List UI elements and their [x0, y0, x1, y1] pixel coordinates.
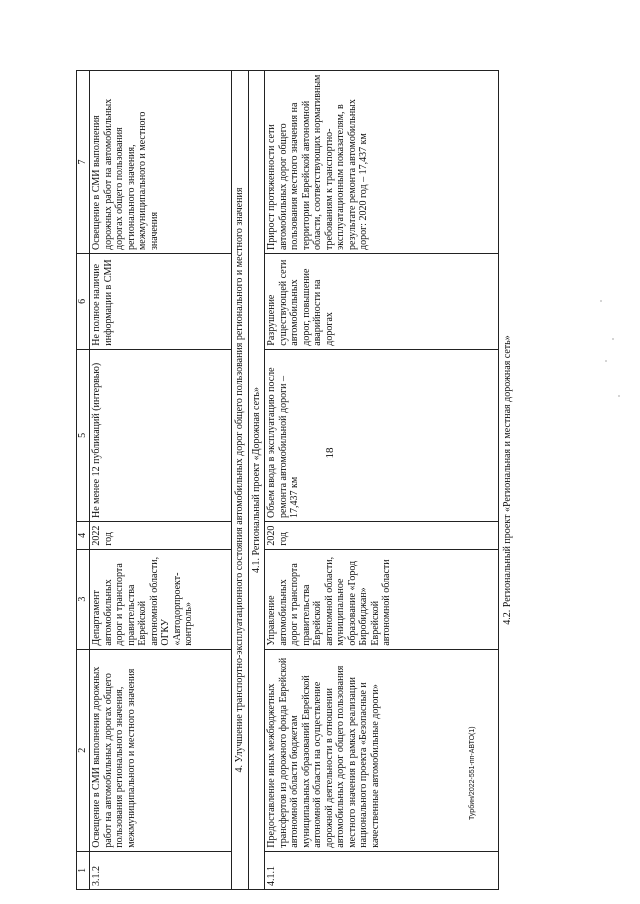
row-id: 4.1.1 — [265, 851, 499, 889]
section-row — [232, 71, 249, 890]
scan-speck — [600, 300, 602, 302]
indicator-cell: Объем ввода в эксплуатацию после ремонта автомобильной дороги – 17,437 км — [265, 349, 499, 521]
column-number: 5 — [77, 349, 90, 521]
year-cell: 2022 год — [90, 522, 232, 550]
column-number-row — [77, 71, 90, 890]
document-footer-code: Турбин/2022-551-пп-АВТО(1) — [469, 726, 476, 820]
scan-speck — [618, 395, 620, 397]
activities-table — [76, 70, 499, 890]
consequence-cell: Разрушение существующей сети автомобильных дорог, повышение аварийности на дорогах — [265, 254, 499, 350]
scan-speck — [612, 338, 614, 340]
executor-cell: Департамент автомобильных дорог и транспорта правительства Еврейской автономной области, ОГКУ «Автодорпроект-контроль» — [90, 549, 232, 649]
table-row — [265, 71, 499, 890]
subsection-heading: 4.2. Региональный проект «Региональная и местная дорожная сеть» — [502, 335, 513, 625]
column-number: 3 — [77, 549, 90, 649]
section-heading: 4. Улучшение транспортно-эксплуатационного состояния автомобильных дорог общего пользования регионального и местного значения — [232, 71, 249, 890]
table-row — [90, 71, 232, 890]
subsection-heading: 4.1. Региональный проект «Дорожная сеть» — [248, 71, 265, 890]
row-id: 3.1.2 — [90, 851, 232, 889]
consequence-cell: Не полное наличие информации в СМИ — [90, 254, 232, 350]
column-number: 6 — [77, 254, 90, 350]
subsection-row — [248, 71, 265, 890]
result-cell: Освещение в СМИ выполнения дорожных работ на автомобильных дорогах общего пользования регионального значения, межмуниципального и местного значения — [90, 71, 232, 254]
result-cell: Прирост протяженности сети автомобильных дорог общего пользования местного значения на территории Еврейской автономной области, соответствующих нормативным требованиям к транспортно-эксплуатационным показателям, в результате ремонта автомобильных дорог: 2020 год – 17,437 км — [265, 71, 499, 254]
column-number: 2 — [77, 649, 90, 851]
executor-cell: Управление автомобильных дорог и транспорта правительства Еврейской автономной области, муниципальное образование «Город Биробиджан» Еврейской автономной области — [265, 549, 499, 649]
rotated-table-block — [76, 70, 596, 890]
page-number: 18 — [324, 447, 336, 459]
scan-speck — [605, 360, 607, 362]
column-number: 1 — [77, 851, 90, 889]
indicator-cell: Не менее 12 публикаций (интервью) — [90, 349, 232, 521]
column-number: 7 — [77, 71, 90, 254]
column-number: 4 — [77, 522, 90, 550]
measure-cell: Предоставление иных межбюджетных трансфертов из дорожного фонда Еврейской автономной области бюджетам муниципальных образований Еврейской автономной области на осуществление дорожной деятельности в отношении автомобильных дорог общего пользования местного значения в рамках реализации национального проекта «Безопасные и качественные автомобильные дороги» — [265, 649, 499, 851]
year-cell: 2020 год — [265, 522, 499, 550]
measure-cell: Освещение в СМИ выполнения дорожных работ на автомобильных дорогах общего пользования регионального значения, межмуниципального и местного значения — [90, 649, 232, 851]
